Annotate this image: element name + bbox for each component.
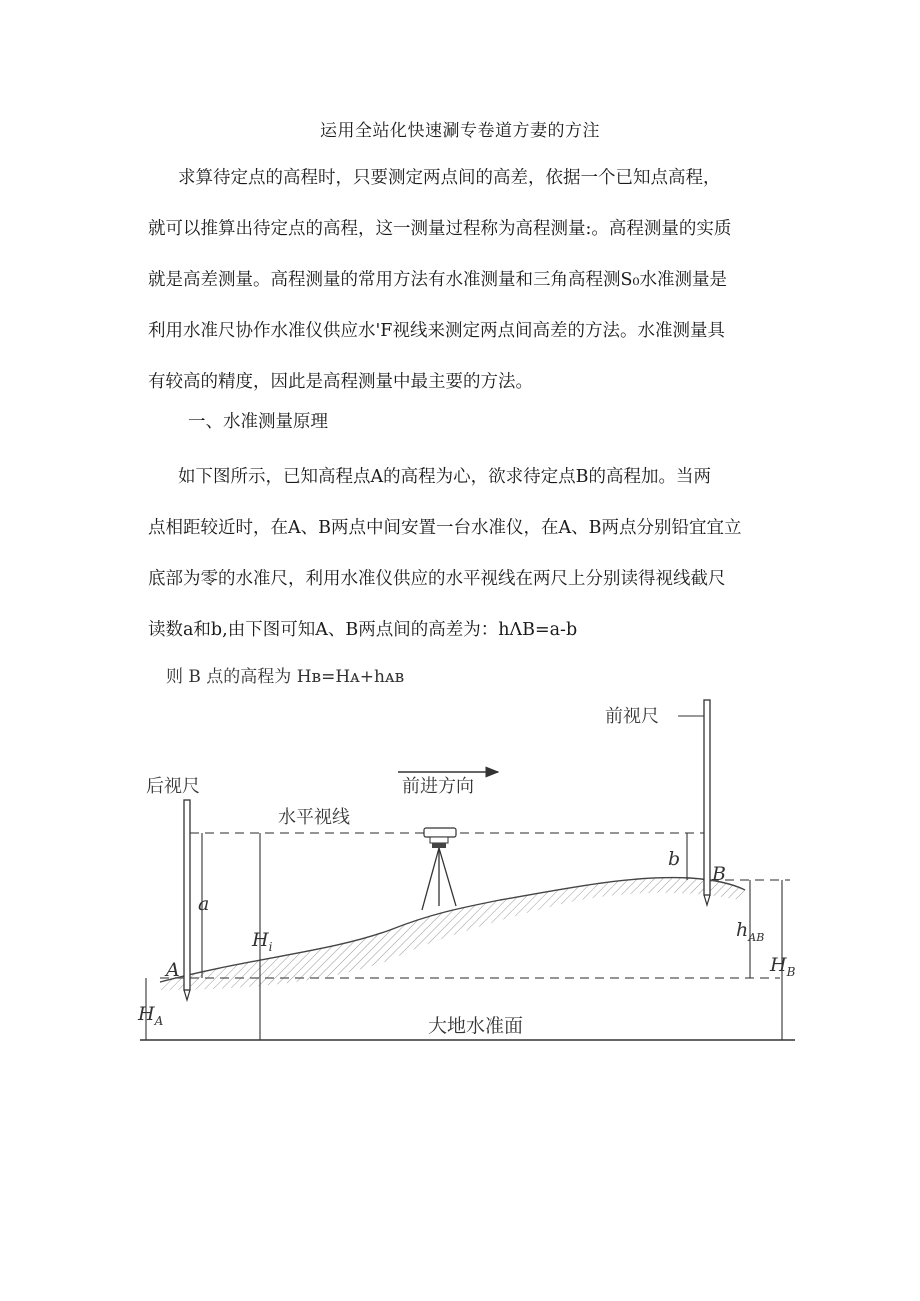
elevation-formula: 则 B 点的高程为 Hʙ=Hᴀ+hᴀʙ (166, 667, 405, 687)
paragraph-line: 有较高的精度，因此是高程测量中最主要的方法。 (148, 372, 533, 392)
leveling-diagram (130, 690, 810, 1060)
paragraph-intro (148, 153, 818, 408)
paragraph-line: 点相距较近时，在A、B两点中间安置一台水准仪，在A、B两点分别铅宜宜立 (148, 518, 742, 538)
paragraph-line: 求算待定点的高程时，只要测定两点间的高差，依据一个已知点高程， (178, 168, 721, 188)
back-rod (184, 800, 190, 990)
paragraph-principle (148, 452, 818, 656)
document-title: 运用全站化快速涮专卷道方妻的方注 (320, 121, 600, 141)
point-b-label: B (712, 863, 726, 885)
label-hi: $H_i$ (252, 929, 273, 954)
sight-line-label: 水平视线 (278, 807, 350, 828)
point-a-label: A (166, 959, 180, 981)
back-rod-tip (184, 990, 190, 1000)
label-a: a (198, 893, 210, 915)
paragraph-line: 利用水准尺协作水准仪供应水'F视线来测定两点间高差的方法。水准测量具 (148, 321, 725, 341)
paragraph-line: 就是高差测量。高程测量的常用方法有水准测量和三角高程测S₀水准测量是 (148, 270, 728, 290)
back-rod-label: 后视尺 (146, 776, 200, 797)
section-heading: 一、水准测量原理 (188, 412, 328, 432)
paragraph-line: 读数a和b,由下图可知A、B两点间的高差为：hΛB=a-b (148, 620, 578, 640)
direction-label: 前进方向 (402, 776, 474, 797)
paragraph-line: 底部为零的水准尺，利用水准仪供应的水平视线在两尺上分别读得视线截尺 (148, 569, 726, 589)
front-rod-label: 前视尺 (605, 706, 659, 727)
paragraph-line: 就可以推算出待定点的高程，这一测量过程称为高程测量:。高程测量的实质 (148, 219, 732, 239)
label-hb: $H_B$ (770, 954, 796, 979)
label-ha: $H_A$ (138, 1003, 164, 1028)
front-rod-tip (704, 895, 710, 905)
datum-label: 大地水准面 (428, 1015, 524, 1037)
label-hab: $h_{AB}$ (736, 919, 765, 944)
front-rod (704, 700, 710, 895)
paragraph-line: 如下图所示，已知高程点A的高程为心，欲求待定点B的高程加。当两 (178, 467, 711, 487)
label-b: b (668, 848, 681, 870)
level-instrument (422, 828, 456, 910)
